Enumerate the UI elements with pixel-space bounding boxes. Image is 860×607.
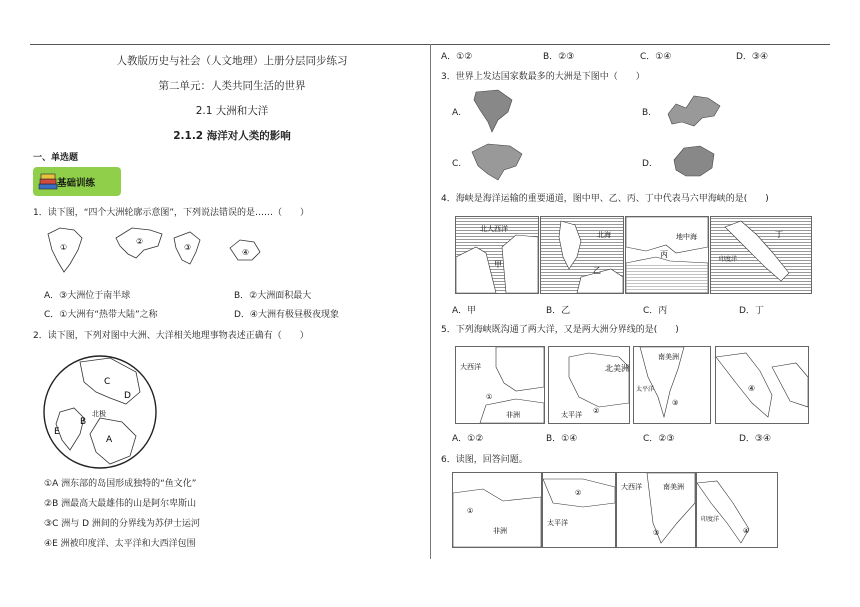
q5-map-4 <box>715 346 809 424</box>
q5-map-label: 太平洋 <box>561 411 582 419</box>
q1-option-b: B．②大洲面积最大 <box>234 291 312 301</box>
antarctica-image <box>664 140 720 184</box>
q4-map-label: 印度洋 <box>719 256 738 263</box>
q6-map-label: 南美洲 <box>663 483 684 491</box>
q5-map-label: ③ <box>672 399 679 407</box>
q2-item-1: ①A 洲东部的岛国形成独特的“鱼文化” <box>44 479 197 489</box>
q6-map-label: ② <box>575 489 582 497</box>
q4-map-label: 地中海 <box>676 233 697 241</box>
q1-map-label: ① <box>60 243 68 252</box>
q4-map-label: 丁 <box>775 230 783 239</box>
unit-title: 第二单元：人类共同生活的世界 <box>158 80 306 92</box>
q4-map-label: 北大西洋 <box>480 225 508 233</box>
q4-stem: 4．海峡是海洋运输的重要通道，图中甲、乙、丙、丁中代表马六甲海峡的是( ) <box>441 194 769 204</box>
q4-option-d: D．丁 <box>739 306 764 316</box>
q5-map-label: 南美洲 <box>658 353 679 361</box>
q4-map-label: 甲 <box>494 260 502 269</box>
badge-label: 基础训练 <box>57 178 96 189</box>
q6-map-label: 太平洋 <box>547 519 568 527</box>
q1-option-c: C．①大洲有“热带大陆”之称 <box>44 310 158 320</box>
q1-map-label: ③ <box>184 243 192 252</box>
q5-map-label: 太平洋 <box>636 386 655 393</box>
q2-map-label: 北极 <box>92 410 106 418</box>
q5-map-1 <box>455 346 545 424</box>
q6-map-4 <box>696 472 778 548</box>
q5-map-label: 非洲 <box>506 411 520 419</box>
q6-map-label: ③ <box>653 529 660 537</box>
q2-map-label: B <box>80 417 87 427</box>
q5-map-label: ② <box>593 407 600 415</box>
q5-map-label: 大西洋 <box>460 363 481 371</box>
q5-stem: 5．下列海峡既沟通了两大洋，又是两大洲分界线的是( ) <box>441 325 679 335</box>
q6-stem: 6．读图，回答问题。 <box>441 455 528 465</box>
q4-map-bing <box>625 216 709 294</box>
subsection-title: 2.1.2 海洋对人类的影响 <box>173 130 291 142</box>
q2-option-d: D．③④ <box>736 52 769 62</box>
q2-option-a: A．①② <box>441 52 473 62</box>
q4-map-label: 乙 <box>593 266 601 275</box>
q5-map-label: 北美洲 <box>605 364 629 373</box>
q2-item-4: ④E 洲被印度洋、太平洋和大西洋包围 <box>44 539 196 549</box>
q1-map-label: ④ <box>242 248 250 257</box>
q2-map-label: D <box>124 391 131 401</box>
q4-map-yi <box>540 216 624 294</box>
q2-map-label: A <box>106 435 113 445</box>
q2-map-label: C <box>104 377 111 387</box>
q5-option-a: A．①② <box>452 434 484 444</box>
q2-polar-map <box>40 352 160 472</box>
q6-map-label: 非洲 <box>493 527 507 535</box>
q3-stem: 3．世界上发达国家数最多的大洲是下图中（ ） <box>441 72 645 82</box>
q2-stem: 2．读下图，下列对图中大洲、大洋相关地理事物表述正确有（ ） <box>33 331 309 341</box>
q6-map-label: 大西洋 <box>621 483 642 491</box>
q6-map-label: 印度洋 <box>701 516 720 523</box>
europe-image <box>664 90 724 130</box>
q3-option-c: C. <box>452 159 462 169</box>
books-icon <box>37 170 59 192</box>
q1-option-a: A．③大洲位于南半球 <box>44 291 131 301</box>
q5-map-label: ④ <box>748 384 756 393</box>
q5-option-c: C．②③ <box>643 434 675 444</box>
q4-map-ding <box>710 216 812 294</box>
q1-map-label: ② <box>136 237 144 246</box>
q6-map-1 <box>452 472 542 548</box>
q4-map-label: 丙 <box>660 250 668 259</box>
asia-image <box>468 140 524 186</box>
training-badge <box>33 167 121 196</box>
q1-continent-outlines <box>40 220 280 280</box>
q6-map-2 <box>542 472 616 548</box>
q3-option-b: B. <box>642 108 652 118</box>
q2-map-label: E <box>54 427 60 437</box>
q6-map-label: ④ <box>743 527 750 535</box>
south-america-image <box>468 86 520 136</box>
q4-option-a: A．甲 <box>452 306 477 316</box>
q1-option-d: D．④大洲有极昼极夜现象 <box>234 310 339 320</box>
q5-map-label: ① <box>486 393 493 401</box>
category-heading: 一、单选题 <box>33 153 79 163</box>
q2-option-c: C．①④ <box>640 52 672 62</box>
q6-map-3 <box>616 472 696 548</box>
q4-map-label: 北海 <box>597 231 611 239</box>
q2-option-b: B．②③ <box>543 52 575 62</box>
doc-title: 人教版历史与社会（人文地理）上册分层同步练习 <box>116 55 348 67</box>
q4-option-c: C．丙 <box>643 306 668 316</box>
q5-map-2 <box>548 346 630 424</box>
q4-option-b: B．乙 <box>546 306 571 316</box>
q3-option-a: A. <box>452 108 461 118</box>
q1-stem: 1．读下图，“四个大洲轮廓示意图”，下列说法错误的是……（ ） <box>33 208 310 218</box>
q5-map-3 <box>633 346 711 424</box>
q5-option-b: B．①④ <box>546 434 578 444</box>
column-divider <box>430 44 431 559</box>
section-title: 2.1 大洲和大洋 <box>195 105 269 117</box>
q2-item-2: ②B 洲最高大最雄伟的山是阿尔卑斯山 <box>44 499 197 509</box>
q2-item-3: ③C 洲与 D 洲间的分界线为苏伊士运河 <box>44 519 200 529</box>
q5-option-d: D．③④ <box>739 434 772 444</box>
q4-map-jia <box>455 216 539 294</box>
q6-map-label: ① <box>467 507 474 515</box>
q3-option-d: D. <box>642 159 652 169</box>
